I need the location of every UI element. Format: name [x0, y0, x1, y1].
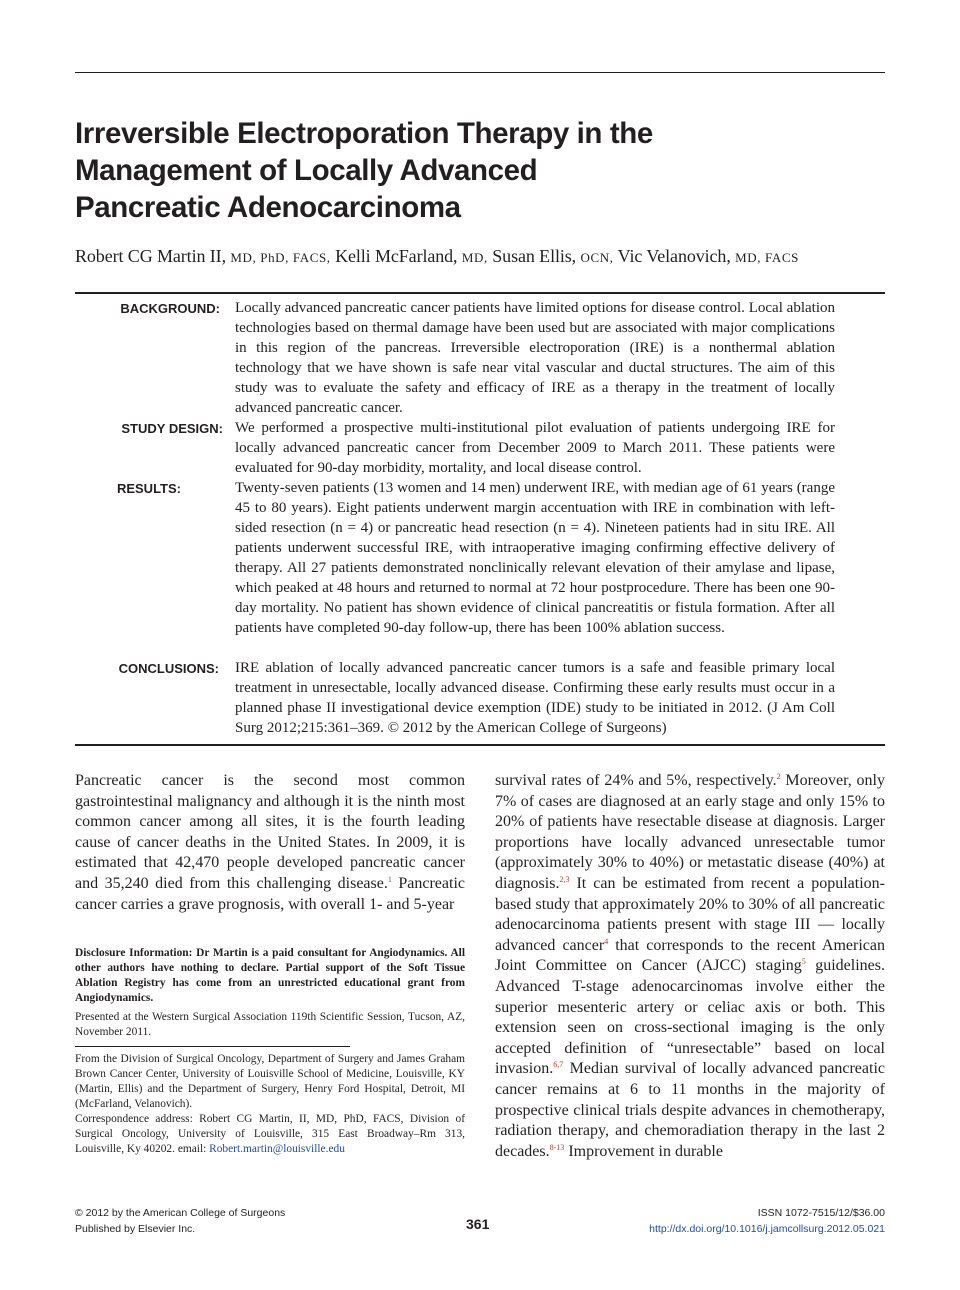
abstract-bottom-rule [75, 744, 885, 746]
abstract-section-text: We performed a prospective multi-institutional pilot evaluation of patients undergoing IRE for locally advanced pancreatic cancer from December 2009 to March 2011. These patients were evaluated for 90-day morbidity, mortality, and local disease control. [235, 420, 835, 476]
author-name: Vic Velanovich, [617, 246, 731, 266]
footer-right [649, 1205, 885, 1237]
publisher-text: Published by Elsevier Inc. [75, 1223, 196, 1235]
citation-ref[interactable]: 2 [776, 772, 781, 781]
citation-ref[interactable]: 8-13 [549, 1142, 565, 1152]
author-name: Susan Ellis, [492, 246, 577, 266]
affiliation-note: From the Division of Surgical Oncology, Department of Surgery and James Graham Brown Cancer Center, University of Louisville School of Medicine, Louisville, KY (Martin, Ellis) and the Department of Surgery, Henry Ford Hospital, Detroit, MI (McFarland, Velanovich). [75, 1053, 465, 1110]
body-paragraph: Pancreatic cancer is the second most common gastrointestinal malignancy and although it is the ninth most common cancer among all sites, it is the fourth leading cause of cancer deaths in the United States. In 2009, it is estimated that 42,470 people developed pancreatic cancer and 35,240 died from this challenging disease.$^1$ Pancreatic cancer carries a grave prognosis, with overall 1- and 5-year [75, 772, 466, 913]
page-number: 361 [466, 1216, 490, 1232]
author-name: Kelli McFarland, [335, 246, 458, 266]
author-name: Robert CG Martin II, [75, 246, 226, 266]
abstract-section-text: Twenty-seven patients (13 women and 14 men) underwent IRE, with median age of 61 years (range 45 to 80 years). Eight patients underwent margin accentuation with IRE in combination with left-sided resection (n = 4) or pancreatic head resection (n = 4). Nineteen patients had in situ IRE. All patients underwent successful IRE, with intraoperative imaging confirming effective delivery of therapy. All 27 patients demonstrated nonclinically relevant elevation of their amylase and lipase, which peaked at 48 hours and returned to normal at 72 hour postprocedure. There has been one 90-day mortality. No patient has shown evidence of clinical pancreatitis or fistula formation. After all patients have completed 90-day follow-up, there has been 100% ablation success. [235, 480, 835, 636]
abstract-section-label: RESULTS: [116, 481, 181, 496]
author-degrees: OCN, [580, 250, 614, 265]
citation-ref[interactable]: 1 [387, 874, 392, 884]
citation-ref[interactable]: 5 [801, 957, 806, 967]
abstract-conclusions [75, 658, 885, 738]
article-title [75, 115, 835, 226]
citation-ref[interactable]: 6,7 [553, 1060, 564, 1070]
email-link[interactable]: Robert.martin@louisville.edu [209, 1143, 345, 1155]
abstract-section-label: CONCLUSIONS: [118, 661, 219, 676]
body-column-left [75, 771, 465, 915]
notes-divider [75, 1046, 350, 1047]
abstract [75, 298, 885, 738]
disclosure-note: Disclosure Information: Dr Martin is a paid consultant for Angiodynamics. All other authors have nothing to declare. Partial support of the Soft Tissue Ablation Registry has come from an unrestricted educational grant from Angiodynamics. [75, 947, 465, 1004]
abstract-top-rule [75, 292, 885, 294]
body-paragraph: survival rates of 24% and 5%, respectively.$^2$ Moreover, only 7% of cases are diagnosed at an early stage and only 15% to 20% of patients have resectable disease at diagnosis. Larger proportions have locally advanced unresectable tumor (approximately 30% to 40%) or metastatic disease (40%) at diagnosis.$^{2,3}$ It can be estimated from recent a population-based study that approximately 20% to 30% of all pancreatic adenocarcinoma patients present with stage III — locally advanced cancer$^4$ that corresponds to the recent American Joint Committee on Cancer (AJCC) staging$^5$ guidelines. Advanced T-stage adenocarcinomas involve either the superior mesenteric artery or celiac axis or both. This extension seen on cross-sectional imaging is the only accepted definition of “unresectable” based on local invasion.$^{6,7}$ Median survival of locally advanced pancreatic cancer remains at 6 to 11 months in the majority of prospective clinical trials despite advances in chemotherapy, radiation therapy, and chemoradiation therapy in the last 2 decades.$^{8-13}$ Improvement in durable [495, 772, 886, 1160]
abstract-results [75, 478, 885, 658]
top-rule [75, 72, 885, 73]
abstract-study-design [75, 418, 885, 478]
body-column-right [495, 771, 885, 1162]
presented-note: Presented at the Western Surgical Association 119th Scientific Session, Tucson, AZ, November 2011. [75, 1011, 465, 1038]
title-line: Pancreatic Adenocarcinoma [75, 191, 461, 224]
author-degrees: MD, FACS [735, 250, 799, 265]
citation-ref[interactable]: 4 [604, 936, 609, 946]
author-degrees: MD, [461, 250, 488, 265]
author-degrees: MD, PhD, FACS, [230, 250, 331, 265]
abstract-background [75, 298, 885, 418]
title-line: Irreversible Electroporation Therapy in the [75, 117, 653, 150]
abstract-section-label: STUDY DESIGN: [121, 421, 223, 436]
abstract-section-text: Locally advanced pancreatic cancer patients have limited options for disease control. Local ablation technologies based on thermal damage have been used but are associated with major complications in this region of the pancreas. Irreversible electroporation (IRE) is a nonthermal ablation technology that we have shown is safe near vital vascular and ductal structures. The aim of this study was to evaluate the safety and efficacy of IRE as a therapy in the treatment of locally advanced pancreatic cancer. [235, 300, 835, 416]
footer-left [75, 1205, 285, 1237]
copyright-text: © 2012 by the American College of Surgeons [75, 1207, 286, 1219]
front-matter-notes [75, 946, 465, 1157]
citation-ref[interactable]: 2,3 [559, 874, 570, 884]
issn-text: ISSN 1072-7515/12/$36.00 [757, 1207, 885, 1219]
abstract-section-label: BACKGROUND: [120, 301, 220, 316]
author-list [75, 246, 799, 267]
title-line: Management of Locally Advanced [75, 154, 538, 187]
doi-link[interactable]: http://dx.doi.org/10.1016/j.jamcollsurg.2012.05.021 [649, 1223, 885, 1235]
abstract-section-text: IRE ablation of locally advanced pancreatic cancer tumors is a safe and feasible primary local treatment in unresectable, locally advanced disease. Confirming these early results must occur in a planned phase II investigational device exemption (IDE) study to be initiated in 2012. (J Am Coll Surg 2012;215:361–369. © 2012 by the American College of Surgeons) [235, 660, 835, 736]
correspondence-note: Correspondence address: Robert CG Martin, II, MD, PhD, FACS, Division of Surgical Oncology, University of Louisville, 315 East Broadway–Rm 313, Louisville, Ky 40202. email: Robert.martin@louisville.edu [75, 1113, 465, 1155]
